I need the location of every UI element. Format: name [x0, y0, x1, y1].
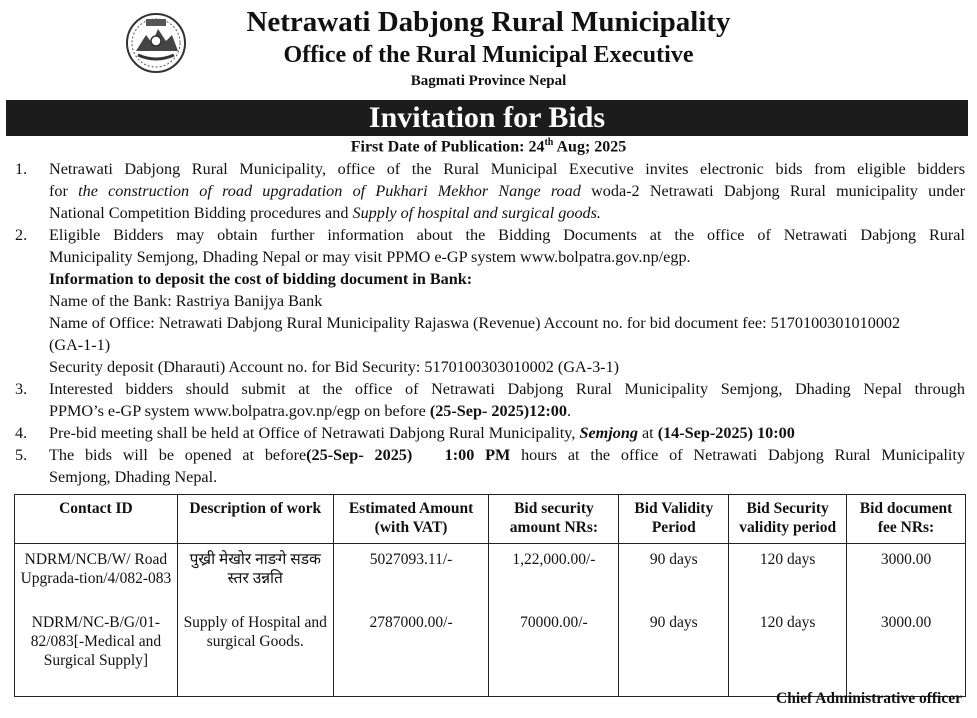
clause-text: PPMO’s e-GP system www.bolpatra.gov.np/egp on before (25-Sep- 2025)12:00.	[49, 402, 571, 420]
col-estimated-amount: Estimated Amount (with VAT)	[333, 495, 489, 544]
province-name: Bagmati Province Nepal	[410, 73, 567, 89]
cell-security-validity: 120 days	[729, 610, 847, 697]
office-name: Office of the Rural Municipal Executive	[283, 42, 694, 68]
clause-text: The bids will be opened at before(25-Sep- 2025) 1:00 PM hours at the office of Netrawati Dabjong Rural Municipality	[49, 446, 965, 464]
signature-line	[14, 688, 966, 712]
office-account-code: (GA-1-1)	[49, 336, 111, 354]
cell-estimated-amount: 2787000.00/-	[333, 610, 489, 697]
clause-text: Netrawati Dabjong Rural Municipality, office of the Rural Municipal Executive invites electronic bids from eligible bidders	[49, 160, 965, 178]
clause-text: Semjong, Dhading Nepal.	[49, 468, 218, 486]
publication-day: Aug; 2025	[553, 138, 627, 156]
publication-suffix: th	[544, 137, 554, 148]
publication-label: First Date of Publication: 24	[350, 138, 545, 156]
cell-bid-security: 1,22,000.00/-	[489, 544, 619, 611]
clause-2	[15, 224, 965, 378]
clause-3	[15, 378, 965, 422]
table-row	[15, 610, 966, 697]
col-description: Description of work	[177, 495, 333, 544]
security-account: Security deposit (Dharauti) Account no. for Bid Security: 5170100303010002 (GA-3-1)	[49, 358, 620, 376]
cell-security-validity: 120 days	[729, 544, 847, 611]
clause-number: 2.	[15, 226, 28, 244]
cell-bid-validity: 90 days	[619, 544, 729, 611]
cell-estimated-amount: 5027093.11/-	[333, 544, 489, 611]
cell-contact-id: NDRM/NC-B/G/01-82/083[-Medical and Surgical Supply]	[15, 610, 178, 697]
clause-text: Pre-bid meeting shall be held at Office of Netrawati Dabjong Rural Municipality, Semjong at (14-Sep-2025) 10:00	[49, 424, 795, 442]
cell-document-fee: 3000.00	[847, 544, 966, 611]
col-bid-validity: Bid Validity Period	[619, 495, 729, 544]
municipality-name: Netrawati Dabjong Rural Municipality	[246, 6, 731, 38]
cell-document-fee: 3000.00	[847, 610, 966, 697]
publication-date	[0, 137, 977, 156]
notice-body	[15, 158, 965, 488]
bid-table	[14, 494, 966, 697]
clause-4	[15, 422, 965, 444]
deposit-heading: Information to deposit the cost of bidding document in Bank:	[49, 270, 473, 288]
clause-5	[15, 444, 965, 488]
clause-text: Eligible Bidders may obtain further information about the Bidding Documents at the office of Netrawati Dabjong Rural	[49, 226, 965, 244]
clause-number: 1.	[15, 160, 28, 178]
col-document-fee: Bid document fee NRs:	[847, 495, 966, 544]
clause-number: 5.	[15, 446, 28, 464]
clause-text: Interested bidders should submit at the office of Netrawati Dabjong Rural Municipality Semjong, Dhading Nepal through	[49, 380, 965, 398]
office-account: Name of Office: Netrawati Dabjong Rural Municipality Rajaswa (Revenue) Account no. for bid document fee: 5170100301010002	[49, 314, 901, 332]
notice-header	[0, 0, 977, 100]
signature-title: Chief Administrative officer	[776, 690, 962, 707]
clause-1	[15, 158, 965, 224]
clause-text: Municipality Semjong, Dhading Nepal or may visit PPMO e-GP system www.bolpatra.gov.np/egp.	[49, 248, 691, 266]
cell-contact-id: NDRM/NCB/W/ Road Upgrada-tion/4/082-083	[15, 544, 178, 611]
clause-number: 4.	[15, 424, 28, 442]
table-header-row	[15, 495, 966, 544]
table-row	[15, 544, 966, 611]
col-bid-security: Bid security amount NRs:	[489, 495, 619, 544]
clause-number: 3.	[15, 380, 28, 398]
col-contact-id: Contact ID	[15, 495, 178, 544]
cell-description: पुख्री मेखोर नाङगे सडक स्तर उन्नति	[177, 544, 333, 611]
cell-bid-security: 70000.00/-	[489, 610, 619, 697]
col-security-validity: Bid Security validity period	[729, 495, 847, 544]
bank-name: Name of the Bank: Rastriya Banijya Bank	[49, 292, 323, 310]
cell-description: Supply of Hospital and surgical Goods.	[177, 610, 333, 697]
clause-text: for the construction of road upgradation of Pukhari Mekhor Nange road woda-2 Netrawati Dabjong Rural municipality under	[49, 182, 965, 200]
banner-title: Invitation for Bids	[6, 100, 968, 136]
cell-bid-validity: 90 days	[619, 610, 729, 697]
clause-text: National Competition Bidding procedures and Supply of hospital and surgical goods.	[49, 204, 601, 222]
